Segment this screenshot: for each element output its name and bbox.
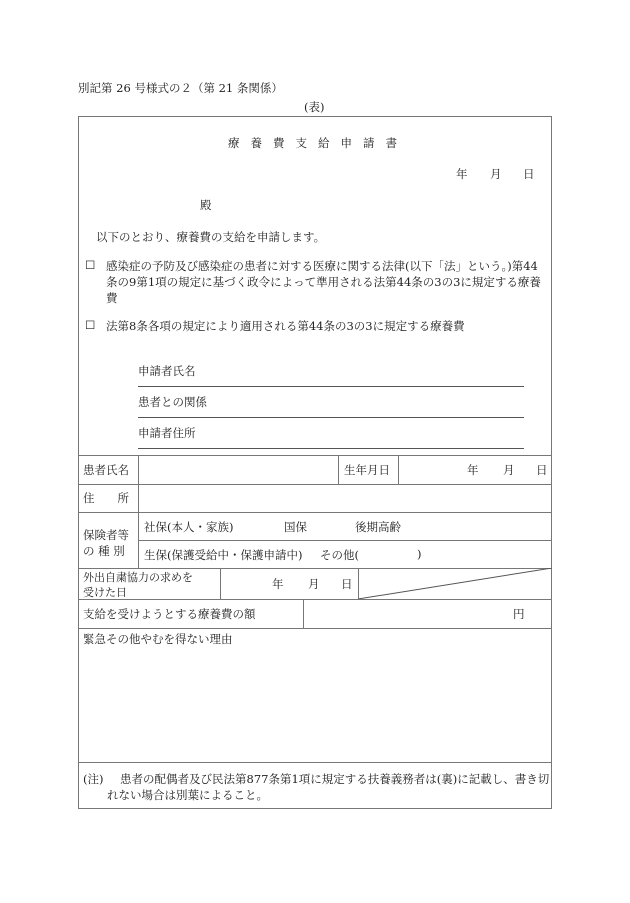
- birth-month: 月: [503, 463, 515, 477]
- col-line: [398, 455, 399, 484]
- insurer-shaho[interactable]: 社保(本人・家族): [144, 520, 234, 534]
- amount-field[interactable]: [305, 600, 505, 627]
- outing-month: 月: [308, 577, 320, 591]
- insurer-seiho[interactable]: 生保(保護受給中・保護申請中): [144, 548, 303, 562]
- patient-name-label: 患者氏名: [83, 463, 129, 477]
- applicant-address-label: 申請者住所: [138, 426, 196, 440]
- note-line-1: 患者の配偶者及び民法第877条第1項に規定する扶養義務者は(裏)に記載し、書き切: [120, 772, 550, 786]
- row-line: [78, 512, 552, 513]
- birth-year: 年: [467, 463, 479, 477]
- intro-text: 以下のとおり、療養費の支給を申請します。: [96, 230, 326, 244]
- note-line-2: れない場合は別葉によること。: [107, 788, 268, 802]
- outing-year: 年: [272, 577, 284, 591]
- option2-checkbox[interactable]: ☐: [85, 318, 96, 332]
- insurer-other-close: ): [417, 547, 422, 561]
- amount-unit: 円: [513, 607, 525, 621]
- col-line: [138, 455, 139, 568]
- side-indicator: (表): [304, 100, 325, 114]
- option1-checkbox[interactable]: ☐: [85, 258, 96, 272]
- row-line: [138, 540, 552, 541]
- note-prefix: (注): [83, 772, 104, 786]
- birthdate-label: 生年月日: [344, 463, 390, 477]
- col-line: [220, 568, 221, 599]
- form-title: 療養費支給申請書: [228, 136, 408, 150]
- insurer-kouki[interactable]: 後期高齢: [355, 520, 401, 534]
- row-line: [78, 628, 552, 629]
- date-day: 日: [523, 167, 535, 181]
- patient-address-label: 住 所: [83, 491, 129, 505]
- option2-text: 法第8条各項の規定により適用される第44条の3の3に規定する療養費: [106, 319, 465, 333]
- birth-day: 日: [536, 463, 548, 477]
- insurer-other[interactable]: その他(: [320, 548, 359, 562]
- applicant-relation-field[interactable]: [138, 417, 524, 418]
- col-line: [338, 455, 339, 484]
- applicant-name-field[interactable]: [138, 386, 524, 387]
- addressee-suffix: 殿: [200, 198, 212, 212]
- col-line: [303, 599, 304, 628]
- row-line: [78, 762, 552, 763]
- reason-label: 緊急その他やむを得ない理由: [83, 632, 233, 646]
- amount-label: 支給を受けようとする療養費の額: [83, 607, 256, 621]
- form-reference: 別記第 26 号様式の２（第 21 条関係）: [78, 81, 283, 95]
- diagonal-strike: [358, 568, 552, 599]
- option1-text: 感染症の予防及び感染症の患者に対する医療に関する法律(以下「法」という。)第44条の9第1項の規定に基づく政令によって準用される法第44条の3の3に規定する療養費: [106, 259, 541, 305]
- applicant-name-label: 申請者氏名: [138, 364, 196, 378]
- date-month: 月: [490, 167, 502, 181]
- reason-field[interactable]: [80, 648, 550, 760]
- outing-label-2: 受けた日: [83, 586, 127, 599]
- applicant-relation-label: 患者との関係: [138, 395, 207, 409]
- outing-day: 日: [341, 577, 353, 591]
- patient-name-field[interactable]: [140, 456, 337, 483]
- insurer-label-2: の 種 別: [83, 544, 125, 558]
- insurer-kokuho[interactable]: 国保: [284, 520, 307, 534]
- date-year: 年: [456, 167, 468, 181]
- insurer-label-1: 保険者等: [83, 528, 129, 542]
- outing-label-1: 外出自粛協力の求めを: [83, 571, 193, 584]
- patient-address-field[interactable]: [140, 485, 550, 511]
- applicant-address-field[interactable]: [138, 448, 524, 449]
